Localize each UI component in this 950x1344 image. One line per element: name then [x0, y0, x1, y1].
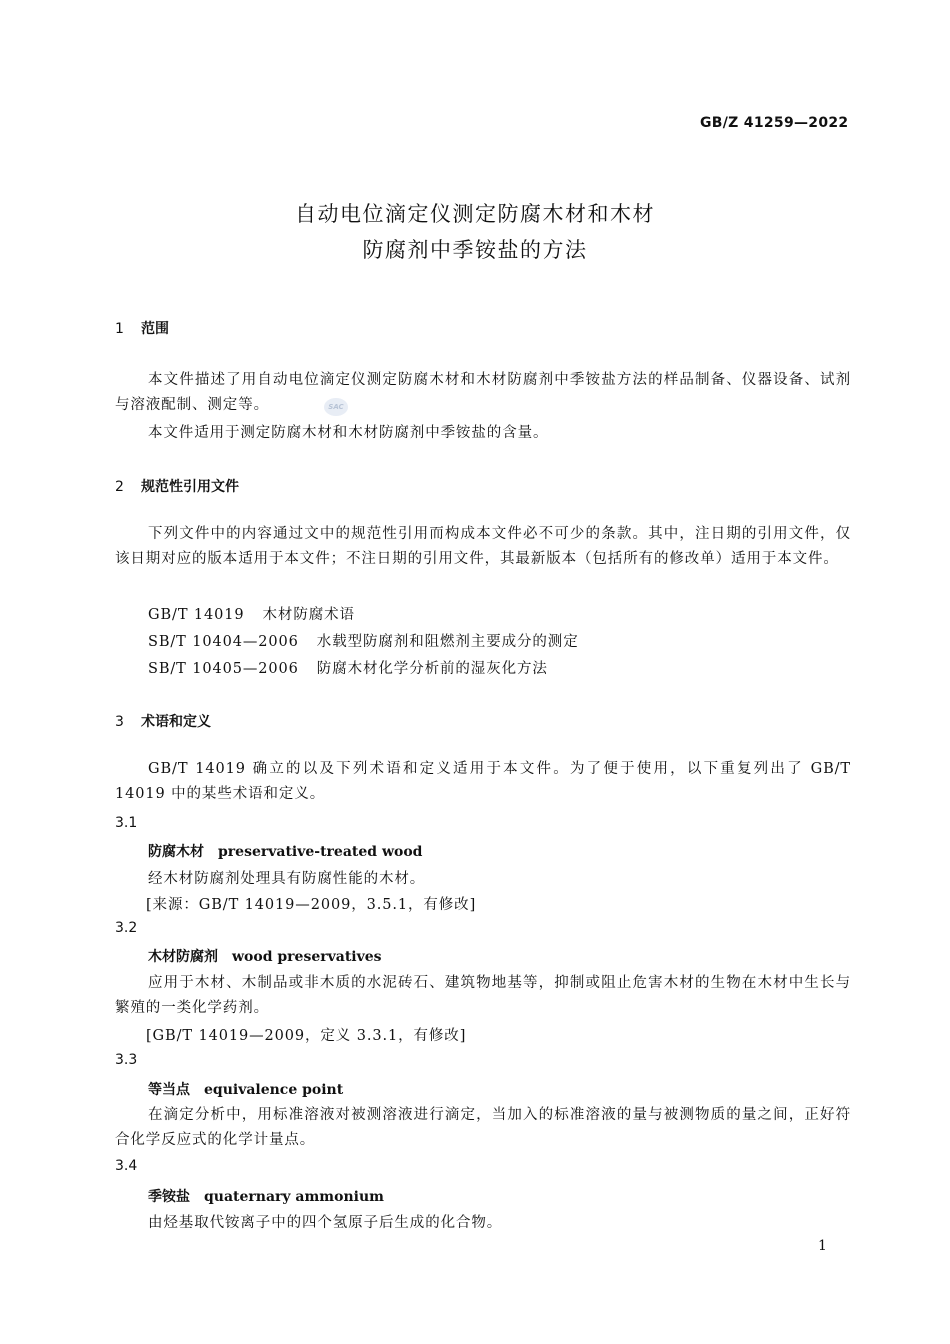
section-3-paragraph: GB/T 14019 确立的以及下列术语和定义适用于本文件。为了便于使用，以下重复列出了 GB/T 14019 中的某些术语和定义。 [115, 761, 851, 802]
section-title: 范围 [141, 321, 169, 337]
standard-number: GB/Z 41259—2022 [700, 115, 849, 131]
normative-reference [148, 630, 579, 651]
section-3-heading [115, 711, 211, 731]
reference-code: SB/T 10405—2006 [148, 661, 299, 677]
term-source: [GB/T 14019—2009，定义 3.3.1，有修改] [146, 1028, 467, 1044]
term-entry [148, 841, 422, 861]
term-zh: 防腐木材 [148, 844, 204, 860]
term-source: [来源：GB/T 14019—2009，3.5.1，有修改] [146, 897, 477, 913]
term-definition: 在滴定分析中，用标准溶液对被测溶液进行滴定，当加入的标准溶液的量与被测物质的量之间，正好符合化学反应式的化学计量点。 [115, 1107, 851, 1148]
term-number: 3.2 [115, 920, 138, 936]
term-definition: 经木材防腐剂处理具有防腐性能的木材。 [148, 871, 426, 887]
term-en: preservative-treated wood [218, 844, 423, 860]
reference-title: 水载型防腐剂和阻燃剂主要成分的测定 [316, 634, 579, 650]
term-en: equivalence point [204, 1082, 344, 1098]
section-2-heading [115, 476, 239, 496]
reference-code: GB/T 14019 [148, 607, 245, 623]
term-number: 3.3 [115, 1052, 138, 1068]
term-zh: 等当点 [148, 1082, 190, 1098]
section-1-paragraph: 本文件适用于测定防腐木材和木材防腐剂中季铵盐的含量。 [148, 425, 549, 441]
normative-reference [148, 657, 548, 678]
section-2-paragraph: 下列文件中的内容通过文中的规范性引用而构成本文件必不可少的条款。其中，注日期的引用文件，仅该日期对应的版本适用于本文件；不注日期的引用文件，其最新版本（包括所有的修改单）适用于本文件。 [115, 526, 851, 567]
reference-title: 木材防腐术语 [262, 607, 355, 623]
document-title-line2: 防腐剂中季铵盐的方法 [362, 238, 588, 262]
term-definition: 由烃基取代铵离子中的四个氢原子后生成的化合物。 [148, 1215, 503, 1231]
term-en: wood preservatives [232, 949, 382, 965]
reference-title: 防腐木材化学分析前的湿灰化方法 [316, 661, 548, 677]
term-definition: 应用于木材、木制品或非木质的水泥砖石、建筑物地基等，抑制或阻止危害木材的生物在木材中生长与繁殖的一类化学药剂。 [115, 975, 851, 1016]
section-title: 规范性引用文件 [141, 479, 239, 495]
term-entry [148, 946, 382, 966]
term-entry [148, 1186, 384, 1206]
normative-reference [148, 603, 355, 624]
section-1-paragraph: 本文件描述了用自动电位滴定仪测定防腐木材和木材防腐剂中季铵盐方法的样品制备、仪器设备、试剂与溶液配制、测定等。 [115, 372, 851, 413]
document-title-line1: 自动电位滴定仪测定防腐木材和木材 [295, 202, 655, 226]
term-en: quaternary ammonium [204, 1189, 384, 1205]
term-zh: 季铵盐 [148, 1189, 190, 1205]
reference-code: SB/T 10404—2006 [148, 634, 299, 650]
section-number: 1 [115, 321, 124, 337]
section-number: 3 [115, 714, 124, 730]
term-number: 3.1 [115, 815, 138, 831]
section-title: 术语和定义 [141, 714, 211, 730]
sac-watermark-logo: SAC [324, 398, 348, 416]
page-number: 1 [818, 1238, 827, 1254]
section-number: 2 [115, 479, 124, 495]
term-zh: 木材防腐剂 [148, 949, 218, 965]
term-entry [148, 1079, 343, 1099]
section-1-heading [115, 318, 169, 338]
term-number: 3.4 [115, 1158, 138, 1174]
